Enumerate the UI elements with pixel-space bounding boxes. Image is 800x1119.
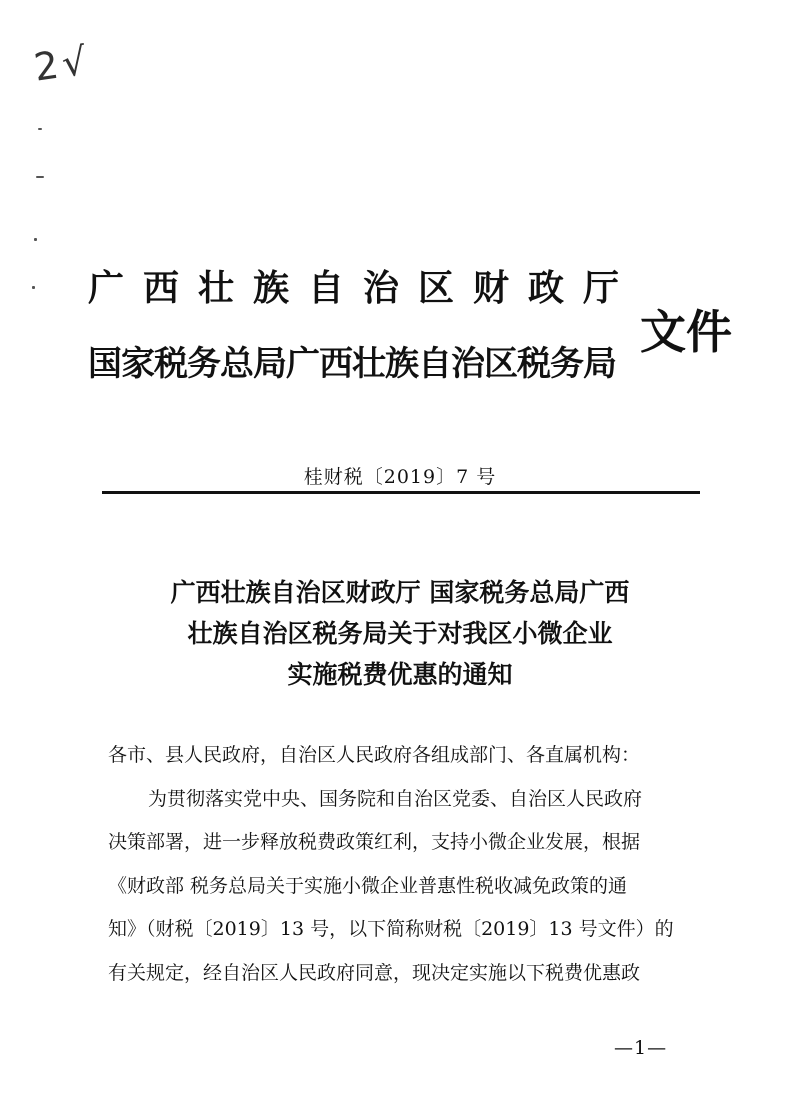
body-line: 决策部署，进一步释放税费政策红利，支持小微企业发展，根据 (108, 831, 641, 853)
title-line: 广西壮族自治区财政厅 国家税务总局广西 (170, 578, 630, 607)
title-line: 实施税费优惠的通知 (287, 660, 513, 689)
salutation: 各市、县人民政府，自治区人民政府各组成部门、各直属机构： (108, 744, 641, 766)
body-line: 知》（财税〔2019〕13 号，以下简称财税〔2019〕13 号文件）的 (108, 918, 674, 940)
body-line: 为贯彻落实党中央、国务院和自治区党委、自治区人民政府 (148, 787, 643, 810)
body-line: 有关规定，经自治区人民政府同意，现决定实施以下税费优惠政 (108, 961, 641, 984)
issuer-line-1: 广西壮族自治区财政厅 (88, 268, 639, 309)
handwritten-mark: 2√ (31, 38, 94, 90)
document-word: 文件 (640, 305, 732, 359)
notice-title (90, 572, 710, 695)
body-line: 《财政部 税务总局关于实施小微企业普惠性税收减免政策的通 (108, 874, 628, 897)
header-divider (102, 491, 700, 494)
title-line: 壮族自治区税务局关于对我区小微企业 (187, 619, 613, 648)
issuer-line-2: 国家税务总局广西壮族自治区税务局 (88, 344, 616, 384)
document-number: 桂财税〔2019〕7 号 (303, 466, 497, 488)
notice-body (108, 734, 708, 995)
page-number: —1— (614, 1037, 668, 1059)
